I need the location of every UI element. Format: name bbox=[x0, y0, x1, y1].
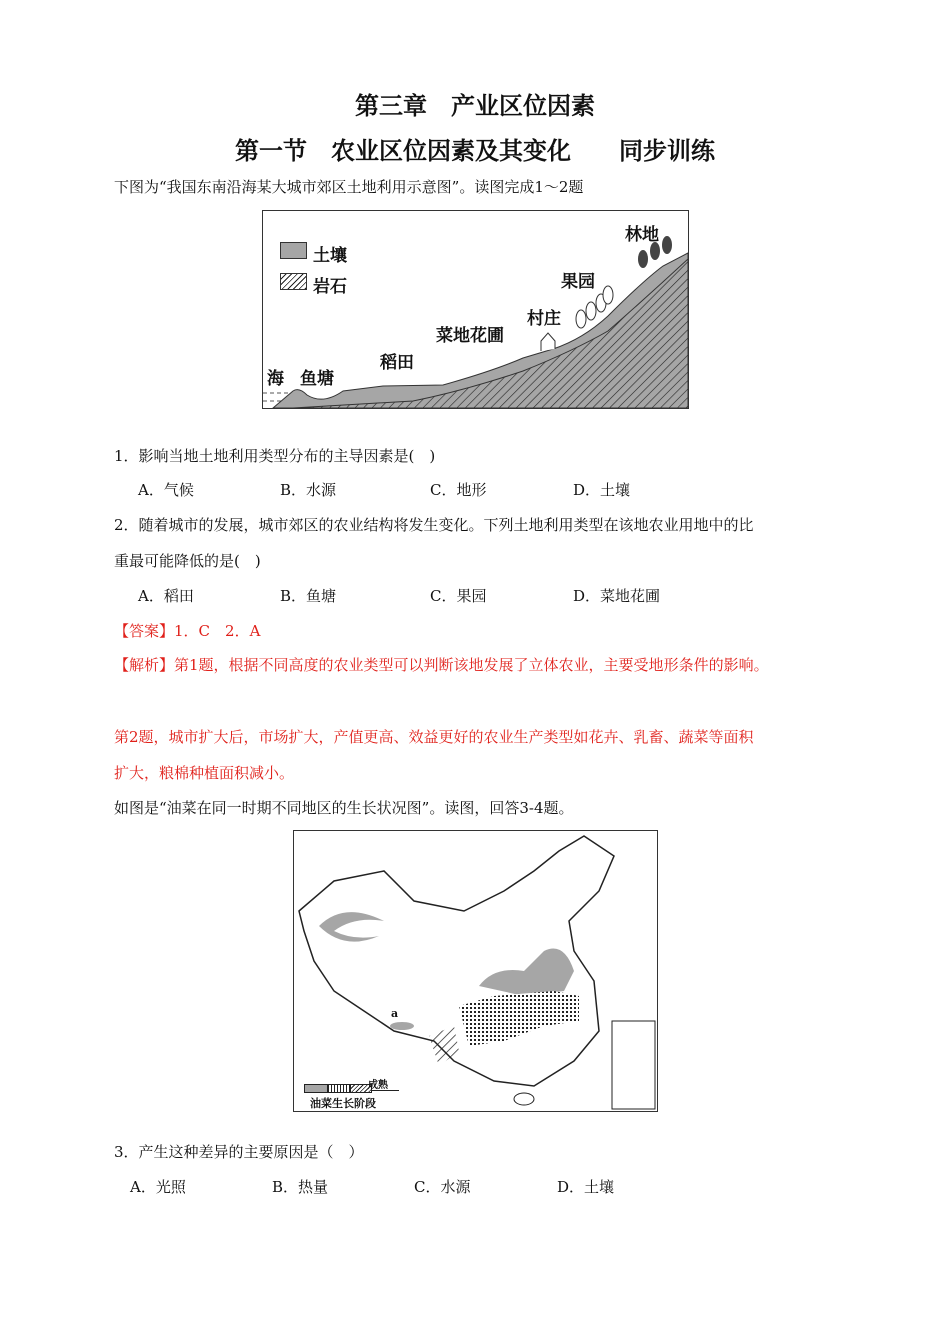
legend-soil: 土壤 bbox=[313, 246, 347, 266]
rapeseed-map bbox=[293, 830, 658, 1112]
q1-option-c: C．地形 bbox=[430, 481, 487, 499]
intro-text-1: 下图为“我国东南沿海某大城市郊区土地利用示意图”。读图完成1～2题 bbox=[114, 178, 584, 196]
q1-option-b: B．水源 bbox=[280, 481, 337, 499]
q3-option-b: B．热量 bbox=[272, 1178, 329, 1196]
analysis-line-3: 扩大，粮棉种植面积减小。 bbox=[114, 764, 295, 782]
label-fishpond: 鱼塘 bbox=[300, 369, 334, 389]
intro-text-2: 如图是“油菜在同一时期不同地区的生长状况图”。读图，回答3-4题。 bbox=[114, 799, 574, 817]
answer-text: 1．C 2．A bbox=[174, 622, 261, 640]
label-paddy: 稻田 bbox=[380, 353, 414, 373]
q2-option-c: C．果园 bbox=[430, 587, 487, 605]
legend-mature: 成熟 bbox=[368, 1080, 388, 1091]
analysis-line-1 bbox=[114, 655, 769, 675]
land-use-diagram bbox=[262, 210, 689, 409]
legend-caption: 油菜生长阶段 bbox=[310, 1097, 376, 1110]
answer-line bbox=[114, 621, 260, 641]
question-2-cont: 重最可能降低的是( ) bbox=[114, 552, 261, 570]
label-vegetable: 菜地花圃 bbox=[436, 326, 504, 346]
answer-tag: 【答案】 bbox=[114, 622, 175, 640]
analysis-tag: 【解析】 bbox=[114, 656, 175, 674]
question-2: 2．随着城市的发展，城市郊区的农业结构将发生变化。下列土地利用类型在该地农业用地中的比 bbox=[114, 516, 754, 534]
label-orchard: 果园 bbox=[561, 272, 595, 292]
q1-option-a: A．气候 bbox=[138, 481, 194, 499]
legend-rock: 岩石 bbox=[313, 277, 347, 297]
analysis-text-1: 第1题，根据不同高度的农业类型可以判断该地发展了立体农业，主要受地形条件的影响。 bbox=[174, 656, 769, 674]
q2-option-b: B．鱼塘 bbox=[280, 587, 337, 605]
map-marker-a: a bbox=[391, 1007, 399, 1020]
legend-stage-1 bbox=[304, 1084, 328, 1093]
question-3: 3．产生这种差异的主要原因是（ ） bbox=[114, 1143, 364, 1161]
q3-option-c: C．水源 bbox=[414, 1178, 471, 1196]
chapter-title: 第三章 产业区位因素 bbox=[355, 92, 595, 120]
china-map bbox=[294, 831, 657, 1111]
label-forest: 林地 bbox=[625, 225, 659, 245]
q1-option-d: D．土壤 bbox=[573, 481, 631, 499]
legend-rock-swatch bbox=[280, 273, 307, 290]
analysis-line-2: 第2题，城市扩大后，市场扩大，产值更高、效益更好的农业生产类型如花卉、乳畜、蔬菜等面积 bbox=[114, 728, 754, 746]
legend-stage-2 bbox=[327, 1084, 351, 1093]
q2-option-d: D．菜地花圃 bbox=[573, 587, 661, 605]
q3-option-d: D．土壤 bbox=[557, 1178, 615, 1196]
label-village: 村庄 bbox=[527, 309, 561, 329]
label-sea: 海 bbox=[267, 369, 284, 389]
section-title: 第一节 农业区位因素及其变化 同步训练 bbox=[235, 137, 715, 165]
q2-option-a: A．稻田 bbox=[138, 587, 194, 605]
question-1: 1．影响当地土地利用类型分布的主导因素是( ) bbox=[114, 447, 436, 465]
q3-option-a: A．光照 bbox=[130, 1178, 186, 1196]
legend-soil-swatch bbox=[280, 242, 307, 259]
